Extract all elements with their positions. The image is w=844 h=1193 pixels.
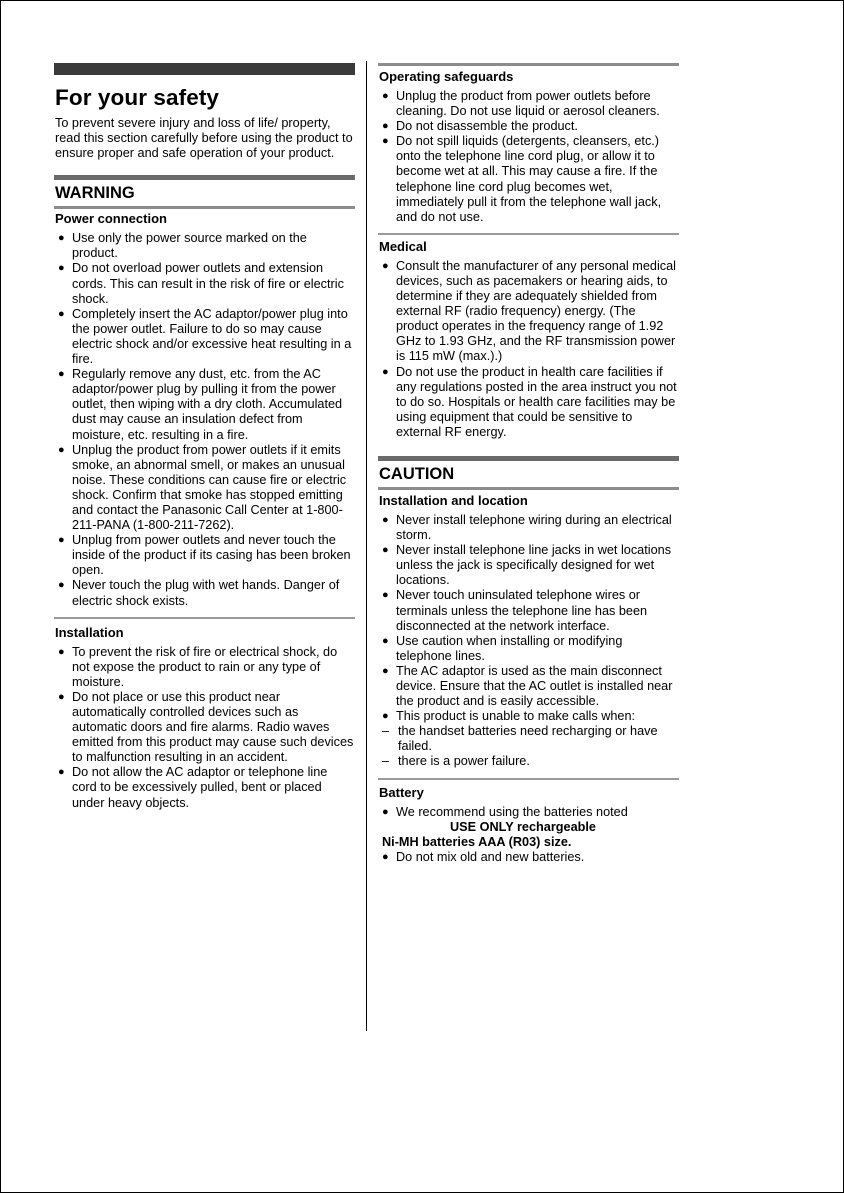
installation-rule <box>54 617 355 619</box>
list-item: ● Do not disassemble the product. <box>382 119 578 134</box>
caution-rule <box>378 456 679 461</box>
caution-subrule <box>378 487 679 490</box>
column-divider <box>366 61 367 1031</box>
installation-location-heading: Installation and location <box>379 492 528 508</box>
battery-list-2 <box>378 850 679 865</box>
battery-rule <box>378 778 679 780</box>
list-item: ● The AC adaptor is used as the main disconnect device. Ensure that the AC outlet is installed near the product and is easily accessible. <box>382 663 673 709</box>
list-item: ● Never install telephone wiring during an electrical storm. <box>382 512 672 543</box>
list-item: ● Do not spill liquids (detergents, cleansers, etc.) onto the telephone line cord plug, or allow it to become wet at all. This may cause a fire. If the telephone line cord plug becomes wet, immediately pull it from the telephone wall jack, and do not use. <box>382 134 662 224</box>
installation-heading: Installation <box>55 624 124 640</box>
list-item: – the handset batteries need recharging or have failed. <box>382 724 658 754</box>
installation-location-list <box>378 513 679 724</box>
list-item: ● This product is unable to make calls when: <box>382 709 636 724</box>
list-item: ● Do not use the product in health care facilities if any regulations posted in the area instruct you not to do so. Hospitals or health care facilities may be using equipment that could be sensitive to external RF energy. <box>382 364 677 439</box>
list-item: ● Use caution when installing or modifying telephone lines. <box>382 633 623 663</box>
list-item: ● Do not overload power outlets and extension cords. This can result in the risk of fire or electric shock. <box>58 261 344 306</box>
warning-subrule <box>54 206 355 209</box>
medical-list <box>378 259 679 440</box>
list-item: ● Use only the power source marked on the product. <box>58 231 307 261</box>
list-item: ● Do not allow the AC adaptor or telephone line cord to be excessively pulled, bent or placed under heavy objects. <box>58 765 328 810</box>
list-item: ● Do not place or use this product near automatically controlled devices such as automatic doors and fire alarms. Radio waves emitted from this product may cause such devices to malfunction resulting in an accident. <box>58 689 354 765</box>
operating-safeguards-heading: Operating safeguards <box>379 69 514 84</box>
battery-list <box>378 805 679 820</box>
right-column <box>378 63 679 865</box>
installation-list <box>54 645 355 811</box>
list-item: ● Unplug the product from power outlets before cleaning. Do not use liquid or aerosol cleaners. <box>382 89 660 119</box>
page-title: For your safety <box>55 85 220 110</box>
list-item: ● We recommend using the batteries noted <box>382 804 628 819</box>
list-item: ● Unplug from power outlets and never touch the inside of the product if its casing has been broken open. <box>58 533 351 578</box>
medical-heading: Medical <box>379 238 427 254</box>
intro-text: To prevent severe injury and loss of life/ property, read this section carefully before using the product to ensure proper and safe operation of your product. <box>55 116 353 161</box>
warning-heading: WARNING <box>55 184 135 203</box>
title-bar <box>54 63 355 75</box>
battery-bold-line-2: Ni-MH batteries AAA (R03) size. <box>382 834 572 849</box>
battery-heading: Battery <box>379 784 424 800</box>
list-item: ● Never touch the plug with wet hands. Danger of electric shock exists. <box>58 578 340 608</box>
operating-rule <box>378 63 679 66</box>
caution-heading: CAUTION <box>379 464 455 483</box>
list-item: ● Never touch uninsulated telephone wires or terminals unless the telephone line has been disconnected at the network interface. <box>382 588 648 633</box>
warning-rule <box>54 175 355 180</box>
list-item: ● Consult the manufacturer of any personal medical devices, such as pacemakers or hearing aids, to determine if they are adequately shielded from external RF (radio frequency) energy. (The product operates in the frequency range of 1.92 GHz to 1.93 GHz, and the RF transmission power is 115 mW (max.).) <box>382 258 676 364</box>
list-item: ● Regularly remove any dust, etc. from the AC adaptor/power plug by pulling it from the power outlet, then wiping with a dry cloth. Accumulated dust may cause an insulation defect from moisture, etc. resulting in a fire. <box>58 367 343 442</box>
battery-bold-line-1: USE ONLY rechargeable <box>450 819 596 834</box>
operating-safeguards-list <box>378 89 679 225</box>
unable-to-call-list <box>378 724 679 769</box>
medical-rule <box>378 233 679 235</box>
list-item: ● Completely insert the AC adaptor/power plug into the power outlet. Failure to do so may cause electric shock and/or excessive heat resulting in a fire. <box>58 306 352 367</box>
list-item: – there is a power failure. <box>382 754 530 769</box>
list-item: ● Never install telephone line jacks in wet locations unless the jack is specifically designed for wet locations. <box>382 543 672 588</box>
list-item: ● To prevent the risk of fire or electrical shock, do not expose the product to rain or any type of moisture. <box>58 644 338 689</box>
left-column <box>54 63 355 811</box>
power-connection-list <box>54 231 355 608</box>
power-connection-heading: Power connection <box>55 211 167 227</box>
list-item: ● Unplug the product from power outlets if it emits smoke, an abnormal smell, or makes an unusual noise. These conditions can cause fire or electric shock. Confirm that smoke has stopped emitting and contact the Panasonic Call Center at 1-800-211-PANA (1-800-211-7262). <box>58 442 347 533</box>
list-item: ● Do not mix old and new batteries. <box>382 849 585 864</box>
